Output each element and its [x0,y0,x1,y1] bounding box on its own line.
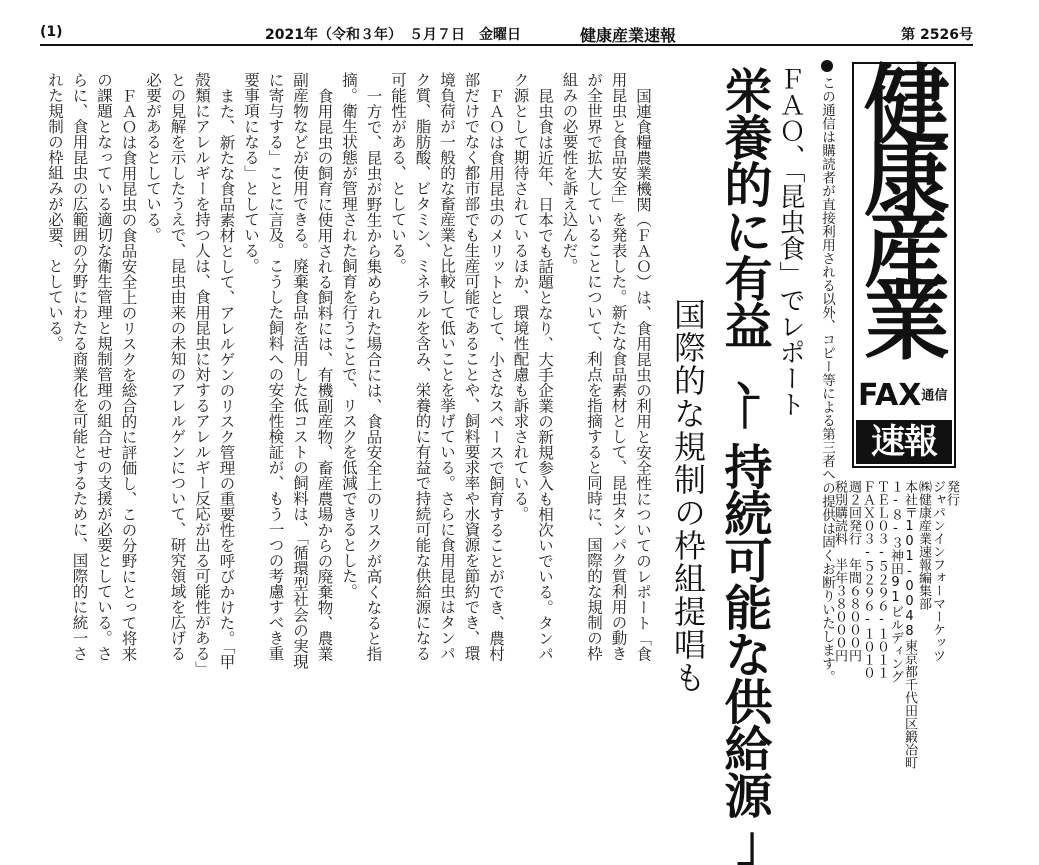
page-header [40,22,973,44]
article-paragraph: 国連食糧農業機関（ＦＡＯ）は、食用昆虫の利用と安全性についてのレポート「食用昆虫と食品安全」を発表した。新たな食品素材として、昆虫タンパク質利用の動きが全世界で拡大していることについて、利点を指摘すると同時に、国際的な規制の枠組みの必要性を訴え込んだ。 [560,72,652,661]
logo-fax-sub: 通信 [921,388,948,404]
publisher-line: １-８-３神田91ビルディング [888,480,903,683]
article-body [46,72,655,670]
headline-main: 栄養的に有益､｢持続可能な供給源｣ [716,66,772,865]
logo-char: 産 [864,200,948,300]
article-paragraph: ＦＡＯは食用昆虫の食品安全上のリスクを総合的に評価し、この分野にとって将来の課題となっている適切な衛生管理と規制管理の組合せの支援が必要としている。さらに、食用昆虫の広範囲の分野にわたる商業化を可能とするために、国際的に統一された規制の枠組みが必要、としている。 [46,72,138,661]
publisher-line: 税別購読料 半年３８０００円 [832,480,847,662]
issue-date: 2021年（令和３年） ５月７日 金曜日 [265,27,521,43]
paper-name: 健康産業速報 [580,26,677,45]
headline-kicker: ＦＡＯ、「昆虫食」でレポート [775,66,805,417]
logo-title [858,56,954,372]
publisher-line: ジャパンインフォーマーケッツ [930,480,945,662]
article-paragraph: 昆虫食は近年、日本でも話題となり、大手企業の新規参入も相次いでいる。タンパク源として期待されているほか、環境性配慮も訴求されている。 [511,72,554,661]
publisher-line: ＦＡＸ０３-５２９６-１０１０ [860,480,875,679]
copyright-notice: この通信は購読者が直接利用される以外、コピー等による第三者への提供は固くお断りいたします。 [816,60,838,605]
masthead-logo [852,56,956,468]
article-paragraph: 一方で、昆虫が野生から集められた場合には、食品安全上のリスクが高くなると指摘。衛生状態が管理された飼育を行うことで、リスクを低減できるとした。 [340,72,383,661]
headline-sub: 国際的な規制の枠組提唱も [669,298,707,694]
article-paragraph: また、新たな食品素材として、アレルゲンのリスク管理の重要性を呼びかけた。「甲殻類にアレルギーを持つ人は、食用昆虫に対するアレルギー反応が出る可能性がある」との見解を示したうえで、昆虫由来の未知のアレルゲンについて、研究領域を広げる必要があるとしている。 [144,72,236,669]
issue-number: 第 2526号 [901,27,973,43]
bullet-icon [821,60,833,72]
header-rule [40,44,973,46]
publisher-line: 週２回発行 年間６８０００円 [846,480,861,662]
article-paragraph: 食用昆虫の飼育に使用される飼料には、有機副産物、畜産農場からの廃棄物、農業副産物などが使用できる。廃棄食品を活用した低コストの飼料は、「循環型社会の実現に寄与する」ことに言及。こうした飼料への安全性検証が、もう一つの考慮すべき重要事項になる」としている。 [242,72,334,669]
logo-char: 業 [864,272,948,372]
publisher-line: ㈱健康産業速報編集部 [916,480,931,610]
logo-char: 康 [864,128,948,228]
article-paragraph: ＦＡＯは食用昆虫のメリットとして、小さなスペースで飼育することができ、農村部だけでなく都市部でも生産可能であることや、飼料要求率や水資源を節約でき、環境負荷が一般的な畜産業と比較して低いことを挙げている。さらに食用昆虫はタンパク質、脂肪酸、ビタミン、ミネラルを含み、栄養的に有益で持続可能な供給源になる可能性がある、としている。 [389,72,505,661]
publisher-line: ＴＥＬ０３-５２９６-１０１１ [874,480,889,679]
logo-fax: FAX通信 [858,378,948,413]
publisher-line: 発行 [944,480,959,506]
publisher-line: 本社〒101-0048東京都千代田区鍛冶町 [902,480,917,769]
logo-sokuho: 速報 [856,420,952,464]
page-number: (1) [40,24,63,40]
logo-char: 健 [864,56,948,156]
